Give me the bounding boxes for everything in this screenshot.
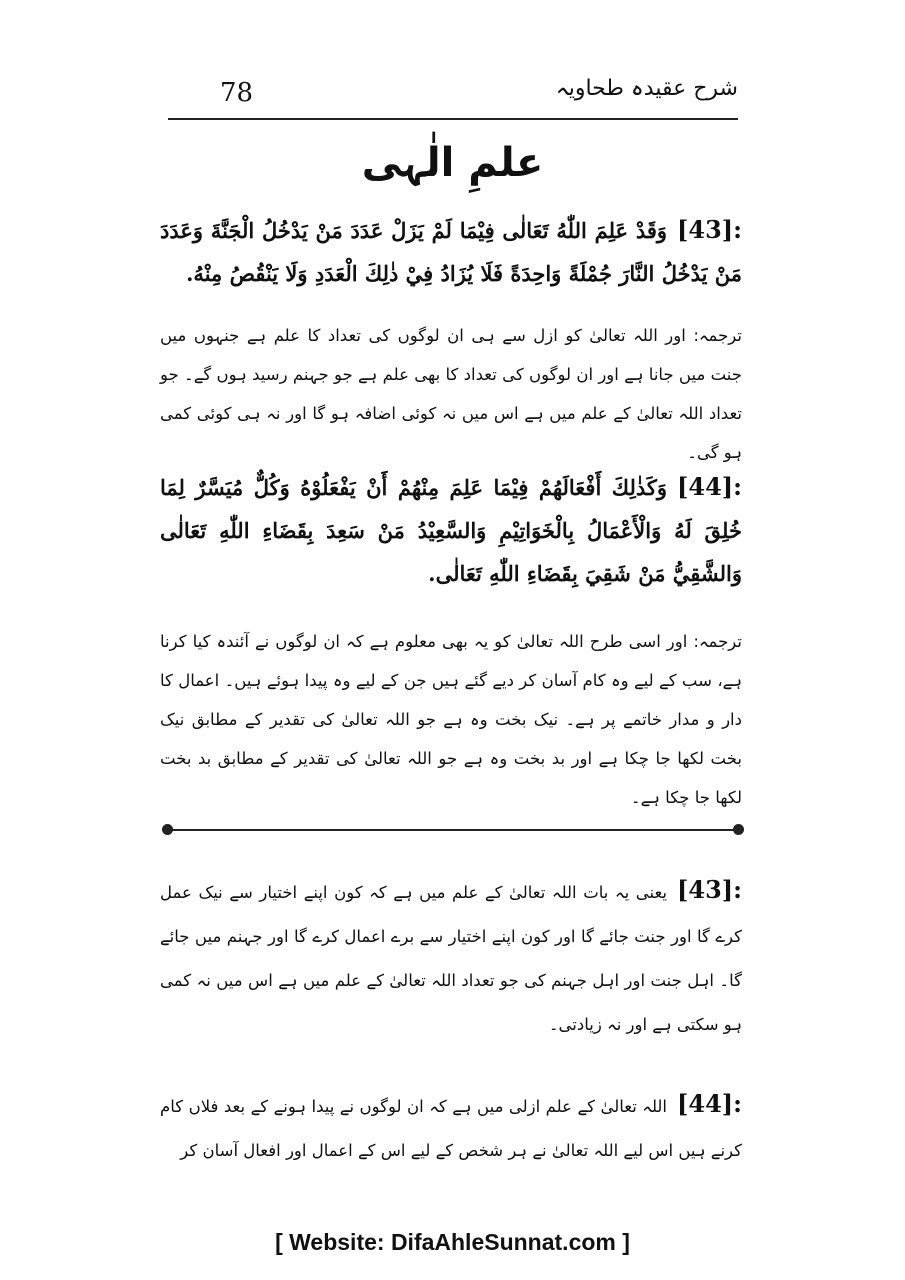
translation-43: ترجمہ: اور اللہ تعالیٰ کو ازل سے ہی ان لوگوں کی تعداد کا علم ہے جنہوں میں جنت میں جانا ہے اور ان لوگوں کی تعداد کا بھی علم ہے جو جہنم رسید ہوں گے۔ جو تعداد اللہ تعالیٰ کے علم میں ہے اس میں نہ کوئی اضافہ ہو گا اور نہ ہی کوئی کمی ہو گی۔: [160, 326, 742, 462]
divider-dot-right: [733, 824, 744, 835]
website-footer: [ Website: DifaAhleSunnat.com ]: [275, 1229, 630, 1255]
chapter-title: علمِ الٰہی: [361, 140, 544, 186]
divider-dot-left: [162, 824, 173, 835]
commentary-body-44: اللہ تعالیٰ کے علم ازلی میں ہے کہ ان لوگوں نے پیدا ہونے کے بعد فلاں کام کرنے ہیں اس لیے اللہ تعالیٰ نے ہر شخص کے لیے اس کے اعمال اور افعال آسان کر: [160, 1097, 742, 1160]
arabic-body-44: وَكَذٰلِكَ أَفْعَالَهُمْ فِيْمَا عَلِمَ مِنْهُمْ أَنْ يَفْعَلُوْهُ وَكُلٌّ مُيَسَّرٌ لِمَا خُلِقَ لَهُ وَالْأَعْمَالُ بِالْخَوَاتِيْمِ وَالسَّعِيْدُ مَنْ سَعِدَ بِقَضَاءِ اللّٰهِ تَعَالٰى وَالشَّقِيُّ مَنْ شَقِيَ بِقَضَاءِ اللّٰهِ تَعَالٰى.: [160, 475, 742, 586]
commentary-number-44: [44]:: [677, 1089, 742, 1118]
translation-44: ترجمہ: اور اسی طرح اللہ تعالیٰ کو یہ بھی معلوم ہے کہ ان لوگوں نے آئندہ کیا کرنا ہے، سب کے لیے وہ کام آسان کر دیے گئے ہیں جن کے لیے وہ پیدا ہوئے ہیں۔ اعمال کا دار و مدار خاتمے پر ہے۔ نیک بخت وہ ہے جو اللہ تعالیٰ کی تقدیر کے مطابق نیک بخت لکھا جا چکا ہے اور بد بخت وہ ہے جو اللہ تعالیٰ کی تقدیر کے مطابق بد بخت لکھا جا چکا ہے۔: [160, 632, 742, 807]
section-divider: [166, 829, 740, 831]
arabic-body-43: وَقَدْ عَلِمَ اللّٰهُ تَعَالٰى فِيْمَا لَمْ يَزَلْ عَدَدَ مَنْ يَدْخُلُ الْجَنَّةَ وَعَدَدَ مَنْ يَدْخُلُ النَّارَ جُمْلَةً وَاحِدَةً فَلَا يُزَادُ فِيْ ذٰلِكَ الْعَدَدِ وَلَا يَنْقُصُ مِنْهُ.: [160, 218, 742, 286]
commentary-43: [160, 868, 742, 1047]
page-number: 78: [220, 78, 254, 108]
commentary-number-43: [43]:: [677, 875, 742, 904]
section-number-43: [43]:: [677, 215, 742, 244]
section-number-44: [44]:: [677, 472, 742, 501]
commentary-body-43: یعنی یہ بات اللہ تعالیٰ کے علم میں ہے کہ کون اپنے اختیار سے نیک عمل کرے گا اور جنت جائے گا اور کون اپنے اختیار سے برے اعمال کرے گا اور جہنم میں جائے گا۔ اہل جنت اور اہل جہنم کی جو تعداد اللہ تعالیٰ کے علم میں ہے اس میں نہ کمی ہو سکتی ہے اور نہ زیادتی۔: [160, 883, 742, 1034]
arabic-text-44: [160, 465, 742, 595]
commentary-44: [160, 1082, 742, 1173]
running-title: شرح عقیدہ طحاویہ: [555, 76, 738, 101]
arabic-text-43: [160, 208, 742, 295]
page-header: [168, 72, 738, 120]
